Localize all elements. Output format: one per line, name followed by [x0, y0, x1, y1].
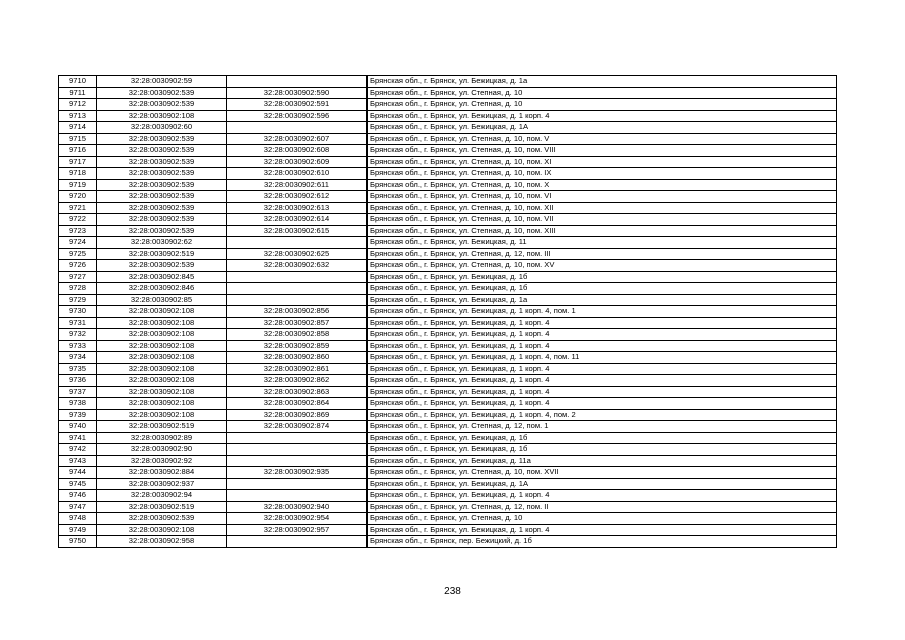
address: Брянская обл., г. Брянск, ул. Бежицкая, д. 1 корп. 4, пом. 11 [368, 352, 837, 364]
table-row [59, 317, 837, 329]
address: Брянская обл., г. Брянск, ул. Бежицкая, д. 1 корп. 4 [368, 386, 837, 398]
premises-cadastral-number [227, 490, 367, 502]
row-number: 9747 [59, 501, 97, 513]
cadastral-number: 32:28:0030902:108 [97, 340, 227, 352]
table-row [59, 191, 837, 203]
table-row [59, 398, 837, 410]
address: Брянская обл., г. Брянск, ул. Степная, д. 12, пом. 1 [368, 421, 837, 433]
premises-cadastral-number: 32:28:0030902:940 [227, 501, 367, 513]
premises-cadastral-number: 32:28:0030902:869 [227, 409, 367, 421]
table-row [59, 421, 837, 433]
cadastral-number: 32:28:0030902:108 [97, 363, 227, 375]
table-row [59, 513, 837, 525]
address: Брянская обл., г. Брянск, ул. Бежицкая, д. 11 [368, 237, 837, 249]
address: Брянская обл., г. Брянск, ул. Бежицкая, д. 1б [368, 432, 837, 444]
address: Брянская обл., г. Брянск, ул. Бежицкая, д. 1 корп. 4, пом. 2 [368, 409, 837, 421]
cadastral-number: 32:28:0030902:539 [97, 225, 227, 237]
table-row [59, 524, 837, 536]
address: Брянская обл., г. Брянск, ул. Степная, д. 10 [368, 87, 837, 99]
premises-cadastral-number: 32:28:0030902:612 [227, 191, 367, 203]
table-row [59, 225, 837, 237]
premises-cadastral-number: 32:28:0030902:861 [227, 363, 367, 375]
address: Брянская обл., г. Брянск, пер. Бежицкий, д. 1б [368, 536, 837, 548]
table-row [59, 536, 837, 548]
table-row [59, 478, 837, 490]
premises-cadastral-number [227, 536, 367, 548]
premises-cadastral-number: 32:28:0030902:611 [227, 179, 367, 191]
address: Брянская обл., г. Брянск, ул. Бежицкая, д. 1 корп. 4, пом. 1 [368, 306, 837, 318]
table-row [59, 122, 837, 134]
address: Брянская обл., г. Брянск, ул. Степная, д. 10, пом. V [368, 133, 837, 145]
table-row [59, 455, 837, 467]
premises-cadastral-number [227, 432, 367, 444]
row-number: 9734 [59, 352, 97, 364]
row-number: 9748 [59, 513, 97, 525]
table-row [59, 76, 837, 88]
row-number: 9711 [59, 87, 97, 99]
row-number: 9718 [59, 168, 97, 180]
row-number: 9728 [59, 283, 97, 295]
table-row [59, 179, 837, 191]
cadastral-number: 32:28:0030902:108 [97, 317, 227, 329]
address: Брянская обл., г. Брянск, ул. Бежицкая, д. 1 корп. 4 [368, 375, 837, 387]
table-row [59, 340, 837, 352]
cadastral-number: 32:28:0030902:59 [97, 76, 227, 88]
table-row [59, 168, 837, 180]
cadastral-number: 32:28:0030902:85 [97, 294, 227, 306]
premises-cadastral-number: 32:28:0030902:856 [227, 306, 367, 318]
premises-cadastral-number [227, 122, 367, 134]
table-row [59, 386, 837, 398]
premises-cadastral-number [227, 283, 367, 295]
row-number: 9746 [59, 490, 97, 502]
row-number: 9725 [59, 248, 97, 260]
row-number: 9716 [59, 145, 97, 157]
cadastral-number: 32:28:0030902:108 [97, 524, 227, 536]
table-row [59, 490, 837, 502]
row-number: 9730 [59, 306, 97, 318]
premises-cadastral-number: 32:28:0030902:632 [227, 260, 367, 272]
address: Брянская обл., г. Брянск, ул. Бежицкая, д. 1б [368, 271, 837, 283]
row-number: 9740 [59, 421, 97, 433]
address: Брянская обл., г. Брянск, ул. Бежицкая, д. 1 корп. 4 [368, 363, 837, 375]
address: Брянская обл., г. Брянск, ул. Степная, д. 10, пом. XVII [368, 467, 837, 479]
row-number: 9736 [59, 375, 97, 387]
table-row [59, 214, 837, 226]
premises-cadastral-number [227, 455, 367, 467]
table-row [59, 409, 837, 421]
address: Брянская обл., г. Брянск, ул. Степная, д. 10, пом. XV [368, 260, 837, 272]
row-number: 9714 [59, 122, 97, 134]
table-row [59, 444, 837, 456]
row-number: 9722 [59, 214, 97, 226]
table-row [59, 467, 837, 479]
table-row [59, 156, 837, 168]
row-number: 9715 [59, 133, 97, 145]
premises-cadastral-number: 32:28:0030902:864 [227, 398, 367, 410]
address: Брянская обл., г. Брянск, ул. Степная, д. 10, пом. X [368, 179, 837, 191]
row-number: 9720 [59, 191, 97, 203]
cadastral-number: 32:28:0030902:539 [97, 145, 227, 157]
cadastral-number: 32:28:0030902:108 [97, 398, 227, 410]
row-number: 9750 [59, 536, 97, 548]
table-row [59, 237, 837, 249]
row-number: 9744 [59, 467, 97, 479]
cadastral-number: 32:28:0030902:108 [97, 386, 227, 398]
table-row [59, 99, 837, 111]
premises-cadastral-number [227, 294, 367, 306]
table-row [59, 306, 837, 318]
address: Брянская обл., г. Брянск, ул. Степная, д. 10, пом. XII [368, 202, 837, 214]
cadastral-number: 32:28:0030902:108 [97, 352, 227, 364]
premises-cadastral-number: 32:28:0030902:860 [227, 352, 367, 364]
row-number: 9721 [59, 202, 97, 214]
table-row [59, 110, 837, 122]
premises-cadastral-number: 32:28:0030902:935 [227, 467, 367, 479]
cadastral-number: 32:28:0030902:846 [97, 283, 227, 295]
row-number: 9723 [59, 225, 97, 237]
cadastral-number: 32:28:0030902:62 [97, 237, 227, 249]
row-number: 9737 [59, 386, 97, 398]
row-number: 9745 [59, 478, 97, 490]
row-number: 9742 [59, 444, 97, 456]
address: Брянская обл., г. Брянск, ул. Степная, д. 10, пом. VII [368, 214, 837, 226]
row-number: 9712 [59, 99, 97, 111]
cadastral-number: 32:28:0030902:519 [97, 248, 227, 260]
premises-cadastral-number [227, 271, 367, 283]
row-number: 9741 [59, 432, 97, 444]
premises-cadastral-number: 32:28:0030902:613 [227, 202, 367, 214]
cadastral-number: 32:28:0030902:108 [97, 409, 227, 421]
address: Брянская обл., г. Брянск, ул. Бежицкая, д. 1А [368, 478, 837, 490]
premises-cadastral-number: 32:28:0030902:614 [227, 214, 367, 226]
address: Брянская обл., г. Брянск, ул. Бежицкая, д. 1 корп. 4 [368, 398, 837, 410]
table-row [59, 432, 837, 444]
address: Брянская обл., г. Брянск, ул. Бежицкая, д. 1а [368, 76, 837, 88]
premises-cadastral-number: 32:28:0030902:874 [227, 421, 367, 433]
cadastral-number: 32:28:0030902:845 [97, 271, 227, 283]
address: Брянская обл., г. Брянск, ул. Бежицкая, д. 1 корп. 4 [368, 317, 837, 329]
table-row [59, 145, 837, 157]
table-row [59, 260, 837, 272]
address: Брянская обл., г. Брянск, ул. Степная, д. 12, пом. II [368, 501, 837, 513]
row-number: 9727 [59, 271, 97, 283]
premises-cadastral-number [227, 237, 367, 249]
row-number: 9749 [59, 524, 97, 536]
premises-cadastral-number: 32:28:0030902:857 [227, 317, 367, 329]
premises-cadastral-number: 32:28:0030902:863 [227, 386, 367, 398]
cadastral-number: 32:28:0030902:539 [97, 133, 227, 145]
cadastral-register-table [58, 75, 837, 548]
address: Брянская обл., г. Брянск, ул. Бежицкая, д. 1а [368, 294, 837, 306]
row-number: 9738 [59, 398, 97, 410]
address: Брянская обл., г. Брянск, ул. Бежицкая, д. 1 корп. 4 [368, 329, 837, 341]
table-row [59, 329, 837, 341]
row-number: 9732 [59, 329, 97, 341]
row-number: 9733 [59, 340, 97, 352]
table-row [59, 87, 837, 99]
premises-cadastral-number [227, 76, 367, 88]
premises-cadastral-number: 32:28:0030902:858 [227, 329, 367, 341]
row-number: 9743 [59, 455, 97, 467]
cadastral-number: 32:28:0030902:90 [97, 444, 227, 456]
page-number: 238 [444, 586, 461, 597]
address: Брянская обл., г. Брянск, ул. Бежицкая, д. 1б [368, 444, 837, 456]
table-row [59, 352, 837, 364]
premises-cadastral-number: 32:28:0030902:610 [227, 168, 367, 180]
cadastral-number: 32:28:0030902:539 [97, 513, 227, 525]
table-row [59, 248, 837, 260]
table-row [59, 271, 837, 283]
row-number: 9719 [59, 179, 97, 191]
address: Брянская обл., г. Брянск, ул. Бежицкая, д. 1 корп. 4 [368, 524, 837, 536]
cadastral-number: 32:28:0030902:89 [97, 432, 227, 444]
cadastral-number: 32:28:0030902:884 [97, 467, 227, 479]
cadastral-number: 32:28:0030902:94 [97, 490, 227, 502]
premises-cadastral-number: 32:28:0030902:859 [227, 340, 367, 352]
premises-cadastral-number: 32:28:0030902:609 [227, 156, 367, 168]
premises-cadastral-number: 32:28:0030902:615 [227, 225, 367, 237]
cadastral-number: 32:28:0030902:539 [97, 214, 227, 226]
premises-cadastral-number [227, 478, 367, 490]
address: Брянская обл., г. Брянск, ул. Степная, д. 10, пом. VI [368, 191, 837, 203]
premises-cadastral-number: 32:28:0030902:590 [227, 87, 367, 99]
premises-cadastral-number [227, 444, 367, 456]
premises-cadastral-number: 32:28:0030902:957 [227, 524, 367, 536]
cadastral-number: 32:28:0030902:539 [97, 156, 227, 168]
address: Брянская обл., г. Брянск, ул. Степная, д. 10, пом. IX [368, 168, 837, 180]
address: Брянская обл., г. Брянск, ул. Бежицкая, д. 1 корп. 4 [368, 110, 837, 122]
cadastral-number: 32:28:0030902:539 [97, 260, 227, 272]
cadastral-number: 32:28:0030902:539 [97, 191, 227, 203]
address: Брянская обл., г. Брянск, ул. Бежицкая, д. 1 корп. 4 [368, 490, 837, 502]
address: Брянская обл., г. Брянск, ул. Бежицкая, д. 1 корп. 4 [368, 340, 837, 352]
table-row [59, 375, 837, 387]
address: Брянская обл., г. Брянск, ул. Степная, д. 10, пом. XIII [368, 225, 837, 237]
row-number: 9729 [59, 294, 97, 306]
table-row [59, 294, 837, 306]
premises-cadastral-number: 32:28:0030902:608 [227, 145, 367, 157]
cadastral-number: 32:28:0030902:108 [97, 329, 227, 341]
premises-cadastral-number: 32:28:0030902:862 [227, 375, 367, 387]
premises-cadastral-number: 32:28:0030902:625 [227, 248, 367, 260]
row-number: 9731 [59, 317, 97, 329]
cadastral-number: 32:28:0030902:539 [97, 179, 227, 191]
address: Брянская обл., г. Брянск, ул. Бежицкая, д. 1А [368, 122, 837, 134]
table-row [59, 363, 837, 375]
premises-cadastral-number: 32:28:0030902:591 [227, 99, 367, 111]
premises-cadastral-number: 32:28:0030902:607 [227, 133, 367, 145]
table-row [59, 283, 837, 295]
address: Брянская обл., г. Брянск, ул. Степная, д. 12, пом. III [368, 248, 837, 260]
row-number: 9726 [59, 260, 97, 272]
row-number: 9724 [59, 237, 97, 249]
cadastral-number: 32:28:0030902:108 [97, 306, 227, 318]
row-number: 9739 [59, 409, 97, 421]
cadastral-number: 32:28:0030902:937 [97, 478, 227, 490]
address: Брянская обл., г. Брянск, ул. Степная, д. 10 [368, 99, 837, 111]
premises-cadastral-number: 32:28:0030902:954 [227, 513, 367, 525]
cadastral-number: 32:28:0030902:519 [97, 501, 227, 513]
row-number: 9710 [59, 76, 97, 88]
row-number: 9717 [59, 156, 97, 168]
premises-cadastral-number: 32:28:0030902:596 [227, 110, 367, 122]
table-row [59, 202, 837, 214]
cadastral-number: 32:28:0030902:60 [97, 122, 227, 134]
cadastral-number: 32:28:0030902:108 [97, 110, 227, 122]
cadastral-number: 32:28:0030902:539 [97, 202, 227, 214]
cadastral-number: 32:28:0030902:958 [97, 536, 227, 548]
cadastral-number: 32:28:0030902:92 [97, 455, 227, 467]
address: Брянская обл., г. Брянск, ул. Степная, д. 10 [368, 513, 837, 525]
cadastral-number: 32:28:0030902:539 [97, 99, 227, 111]
address: Брянская обл., г. Брянск, ул. Бежицкая, д. 1б [368, 283, 837, 295]
table-body [59, 76, 837, 548]
address: Брянская обл., г. Брянск, ул. Степная, д. 10, пом. XI [368, 156, 837, 168]
cadastral-number: 32:28:0030902:519 [97, 421, 227, 433]
address: Брянская обл., г. Брянск, ул. Бежицкая, д. 11а [368, 455, 837, 467]
cadastral-number: 32:28:0030902:108 [97, 375, 227, 387]
table-row [59, 501, 837, 513]
table-row [59, 133, 837, 145]
row-number: 9713 [59, 110, 97, 122]
row-number: 9735 [59, 363, 97, 375]
cadastral-number: 32:28:0030902:539 [97, 168, 227, 180]
cadastral-number: 32:28:0030902:539 [97, 87, 227, 99]
address: Брянская обл., г. Брянск, ул. Степная, д. 10, пом. VIII [368, 145, 837, 157]
